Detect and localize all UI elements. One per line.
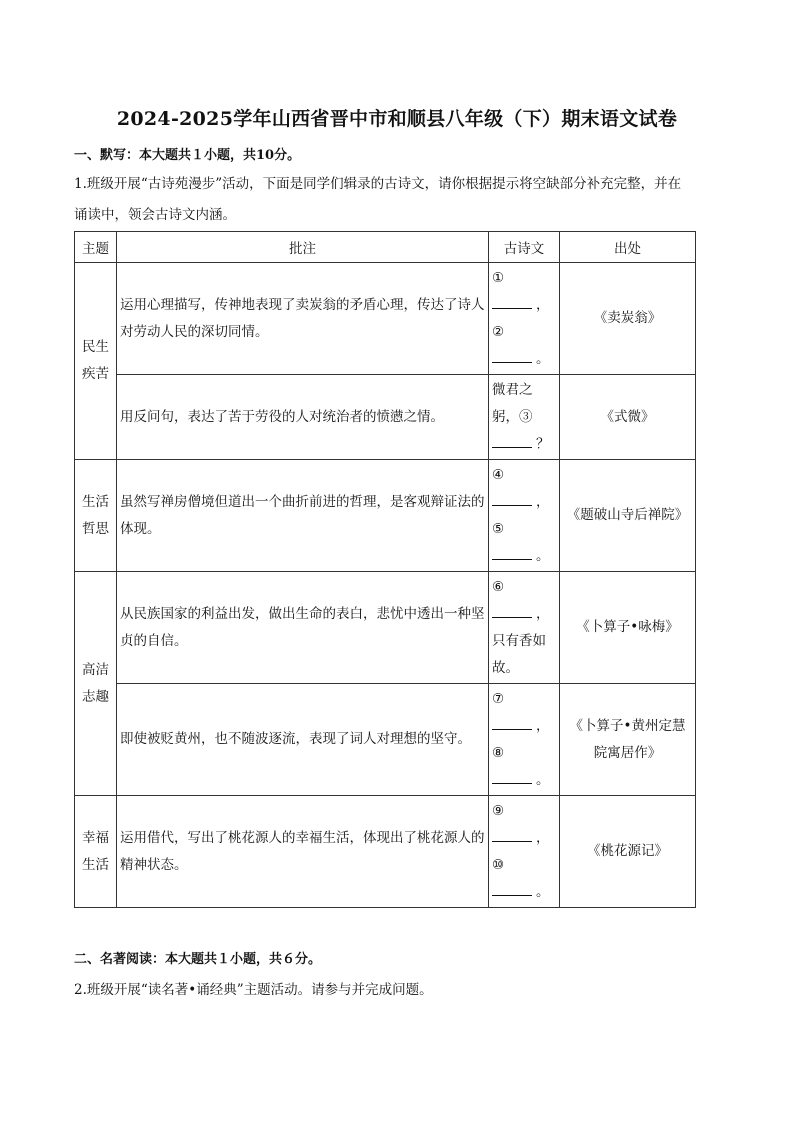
source-cell: 《题破山寺后禅院》 (560, 460, 696, 572)
table-row (75, 263, 696, 375)
theme-cell: 幸福 生活 (75, 796, 117, 908)
question-1-line-2: 诵读中，领会古诗文内涵。 (74, 207, 236, 223)
note-cell: 虽然写禅房僧境但道出一个曲折前进的哲理，是客观辩证法的体现。 (117, 460, 489, 572)
poem-cell: ⑦ ， ⑧ 。 (489, 684, 560, 796)
poem-table (74, 231, 696, 908)
source-cell: 《卖炭翁》 (560, 263, 696, 375)
table-header-row (75, 232, 696, 263)
table-row (75, 796, 696, 908)
answer-blank-4[interactable] (492, 490, 532, 506)
table-row (75, 684, 696, 796)
note-cell: 从民族国家的利益出发，做出生命的表白，悲忧中透出一种坚贞的自信。 (117, 572, 489, 684)
source-cell: 《卜算子•黄州定慧 院寓居作》 (560, 684, 696, 796)
answer-blank-7[interactable] (492, 714, 532, 730)
table-row (75, 460, 696, 572)
header-theme: 主题 (75, 232, 117, 263)
answer-blank-5[interactable] (492, 544, 532, 560)
theme-cell: 民生 疾苦 (75, 263, 117, 460)
question-1-text (74, 169, 724, 231)
note-cell: 即使被贬黄州，也不随波逐流，表现了词人对理想的坚守。 (117, 684, 489, 796)
answer-blank-2[interactable] (492, 347, 532, 363)
answer-blank-1[interactable] (492, 293, 532, 309)
poem-cell: ⑥ ， 只有香如 故。 (489, 572, 560, 684)
exam-title: 2024-2025学年山西省晋中市和顺县八年级（下）期末语文试卷 (116, 108, 678, 130)
note-cell: 运用借代，写出了桃花源人的幸福生活，体现出了桃花源人的精神状态。 (117, 796, 489, 908)
answer-blank-3[interactable] (492, 432, 532, 448)
table-row (75, 375, 696, 460)
header-source: 出处 (560, 232, 696, 263)
section-1-heading: 一、默写：本大题共１小题，共10分。 (74, 148, 301, 163)
theme-cell: 高洁 志趣 (75, 572, 117, 796)
question-2-text: 2.班级开展“读名著•诵经典”主题活动。请参与并完成问题。 (74, 982, 433, 998)
header-note: 批注 (117, 232, 489, 263)
answer-blank-10[interactable] (492, 880, 532, 896)
header-poem: 古诗文 (489, 232, 560, 263)
table-row (75, 572, 696, 684)
answer-blank-6[interactable] (492, 602, 532, 618)
note-cell: 运用心理描写，传神地表现了卖炭翁的矛盾心理，传达了诗人对劳动人民的深切同情。 (117, 263, 489, 375)
poem-cell: ⑨ ， ⑩ 。 (489, 796, 560, 908)
theme-cell: 生活 哲思 (75, 460, 117, 572)
poem-cell: ① ， ② 。 (489, 263, 560, 375)
answer-blank-8[interactable] (492, 768, 532, 784)
source-cell: 《式微》 (560, 375, 696, 460)
poem-cell: ④ ， ⑤ 。 (489, 460, 560, 572)
note-cell: 用反问句，表达了苦于劳役的人对统治者的愤懑之情。 (117, 375, 489, 460)
question-1-line-1: 1.班级开展“古诗苑漫步”活动，下面是同学们辑录的古诗文，请你根据提示将空缺部分补充完整，并在 (74, 176, 682, 192)
source-cell: 《卜算子•咏梅》 (560, 572, 696, 684)
poem-cell: 微君之 躬，③ ？ (489, 375, 560, 460)
section-2-heading: 二、名著阅读：本大题共１小题，共６分。 (74, 952, 322, 967)
source-cell: 《桃花源记》 (560, 796, 696, 908)
answer-blank-9[interactable] (492, 826, 532, 842)
